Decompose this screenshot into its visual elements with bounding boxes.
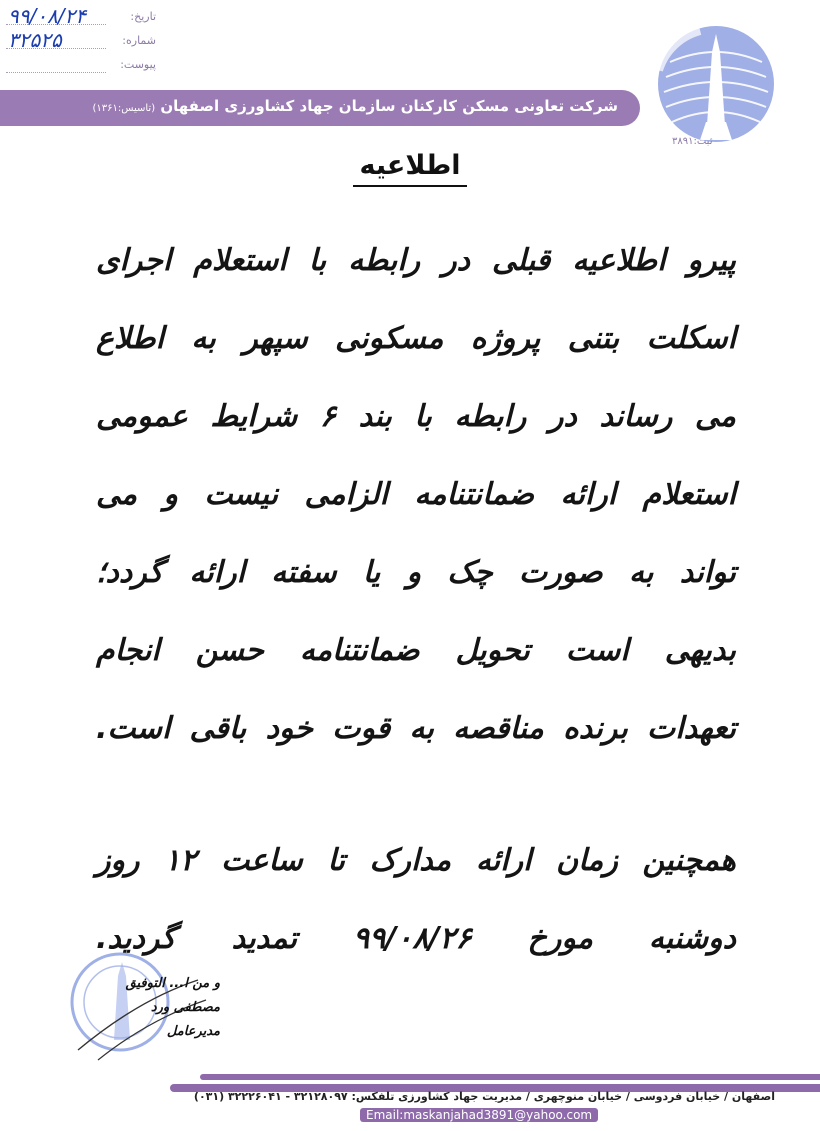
org-logo-icon: [640, 22, 780, 150]
paragraph-line: بدیهی است تحویل ضمانتنامه حسن انجام: [96, 633, 736, 668]
paragraph-line: تعهدات برنده مناقصه به قوت خود باقی است.: [96, 711, 736, 746]
registration-number: ثبت:۳۸۹۱: [672, 136, 713, 147]
paragraph-line: همچنین زمان ارائه مدارک تا ساعت ۱۲ روز: [96, 843, 737, 878]
announcement-title: اطلاعیه: [353, 150, 466, 187]
header-banner: [0, 90, 640, 126]
signatory-name: مصطفی ورد: [150, 1000, 220, 1015]
attachment-label: پیوست:: [120, 58, 156, 71]
paragraph-line: دوشنبه مورخ ۹۹/۰۸/۲۶ تمدید گردید.: [96, 921, 736, 956]
paragraph-line: می رساند در رابطه با بند ۶ شرایط عمومی: [96, 399, 737, 434]
org-name-line: [92, 97, 618, 115]
established-note: (تاسیس:۱۳۶۱): [92, 103, 156, 114]
date-value: ۹۹/۰۸/۲۴: [8, 4, 86, 28]
footer-address: اصفهان / خیابان فردوسی / خیابان منوچهری / مدیریت جهاد کشاورزی تلفکس: ۳۲۱۲۸۰۹۷ - ۳۲۲۲۶۰۴۱ (۰۳۱): [193, 1090, 775, 1103]
footer-email: Email:maskanjahad3891@yahoo.com: [360, 1108, 598, 1122]
closing-phrase: و من ا... التوفیق: [125, 976, 220, 991]
attachment-line: [6, 72, 106, 73]
footer-bar-top: [200, 1074, 820, 1080]
paragraph-line: استعلام ارائه ضمانتنامه الزامی نیست و می: [96, 477, 736, 512]
paragraph-line: تواند به صورت چک و یا سفته ارائه گردد؛: [96, 555, 736, 590]
signatory-title: مدیرعامل: [166, 1024, 220, 1039]
date-label: تاریخ:: [130, 10, 156, 23]
announcement-paragraph-1: [96, 222, 736, 768]
announcement-title-wrap: [0, 150, 820, 187]
org-name: شرکت تعاونی مسکن کارکنان سازمان جهاد کشاورزی اصفهان: [160, 97, 618, 115]
paragraph-line: اسکلت بتنی پروژه مسکونی سپهر به اطلاع: [96, 321, 736, 356]
attachment-row: [0, 56, 170, 80]
letter-meta: [0, 4, 170, 80]
number-label: شماره:: [122, 34, 156, 47]
number-row: [0, 28, 170, 56]
paragraph-line: پیرو اطلاعیه قبلی در رابطه با استعلام اجرای: [96, 243, 736, 278]
signature-block: [80, 972, 220, 1044]
number-value: ۳۲۵۲۵: [8, 28, 62, 52]
